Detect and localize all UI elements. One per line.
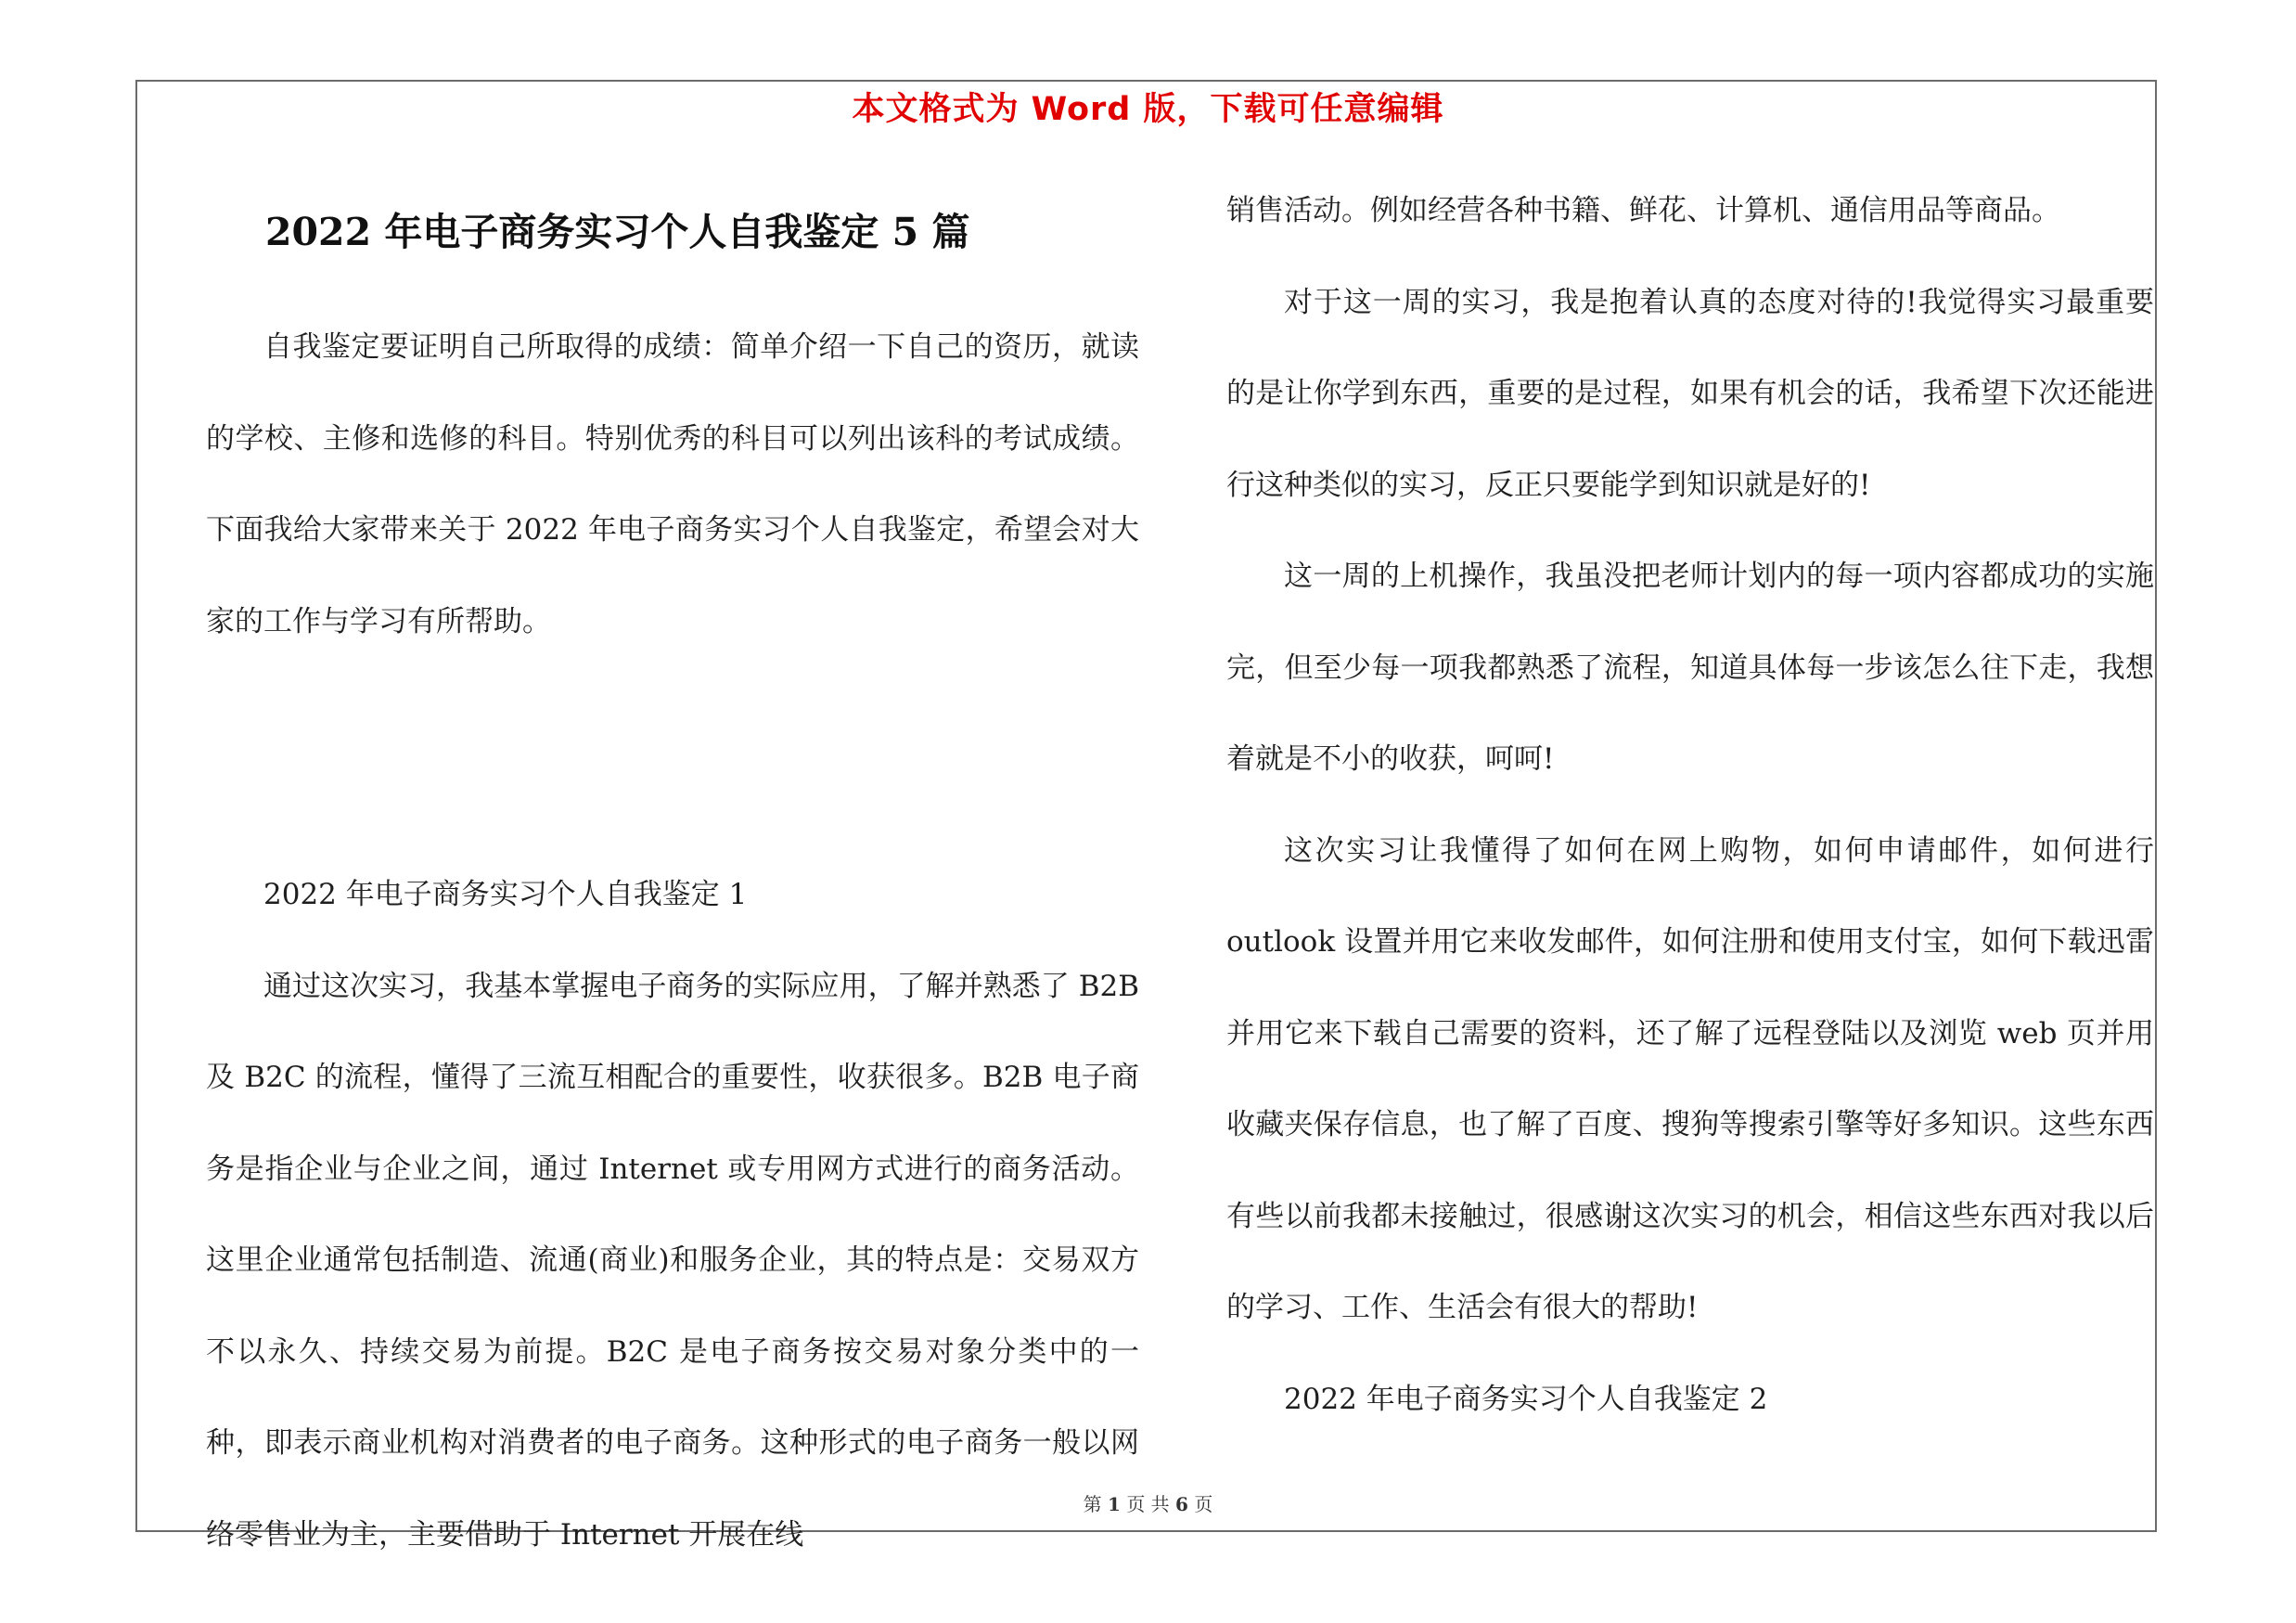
body-paragraph-3: 这次实习让我懂得了如何在网上购物，如何申请邮件，如何进行 outlook 设置并用它来收发邮件，如何注册和使用支付宝，如何下载迅雷并用它来下载自己需要的资料，还了解了远程登陆以及浏览 web 页并用收藏夹保存信息，也了解了百度、搜狗等搜索引擎等好多知识。这些东西有些以前我都未接触过，很感谢这次实习的机会，相信这些东西对我以后的学习、工作、生活会有很大的帮助! [1226, 833, 2154, 1324]
body-paragraph-2: 这一周的上机操作，我虽没把老师计划内的每一项内容都成功的实施完，但至少每一项我都熟悉了流程，知道具体每一步该怎么往下走，我想着就是不小的收获，呵呵! [1226, 560, 2154, 776]
format-notice-banner: 本文格式为 Word 版，下载可任意编辑 [852, 91, 1444, 128]
section-heading-2: 2022 年电子商务实习个人自我鉴定 2 [1284, 1382, 1768, 1416]
body-paragraph-1: 对于这一周的实习，我是抱着认真的态度对待的!我觉得实习最重要的是让你学到东西，重要的是过程，如果有机会的话，我希望下次还能进行这种类似的实习，反正只要能学到知识就是好的! [1226, 285, 2154, 502]
section-1-body: 通过这次实习，我基本掌握电子商务的实际应用，了解并熟悉了 B2B 及 B2C 的流程，懂得了三流互相配合的重要性，收获很多。B2B 电子商务是指企业与企业之间，通过 Internet 或专用网方式进行的商务活动。这里企业通常包括制造、流通(商业)和服务企业，其的特点是：交易双方不以永久、持续交易为前提。B2C 是电子商务按交易对象分类中的一种，即表示商业机构对消费者的电子商务。这种形式的电子商务一般以网络零售业为主，主要借助于 Internet 开展在线 [206, 969, 1139, 1552]
paragraph-spacer [206, 667, 1139, 849]
current-page-number: 1 [1108, 1493, 1121, 1515]
footer-middle: 页 共 [1126, 1493, 1170, 1515]
right-column [1226, 165, 2154, 1445]
document-title: 2022 年电子商务实习个人自我鉴定 5 篇 [265, 210, 970, 254]
total-page-count: 6 [1175, 1493, 1188, 1515]
left-column [206, 302, 1139, 1580]
section-heading-1: 2022 年电子商务实习个人自我鉴定 1 [263, 878, 748, 911]
intro-paragraph: 自我鉴定要证明自己所取得的成绩：简单介绍一下自己的资历，就读的学校、主修和选修的科目。特别优秀的科目可以列出该科的考试成绩。下面我给大家带来关于 2022 年电子商务实习个人自我鉴定，希望会对大家的工作与学习有所帮助。 [206, 330, 1139, 638]
footer-suffix: 页 [1194, 1493, 1213, 1515]
continued-paragraph: 销售活动。例如经营各种书籍、鲜花、计算机、通信用品等商品。 [1226, 194, 2060, 227]
page-number-footer [0, 1492, 2296, 1516]
footer-prefix: 第 [1083, 1493, 1102, 1515]
